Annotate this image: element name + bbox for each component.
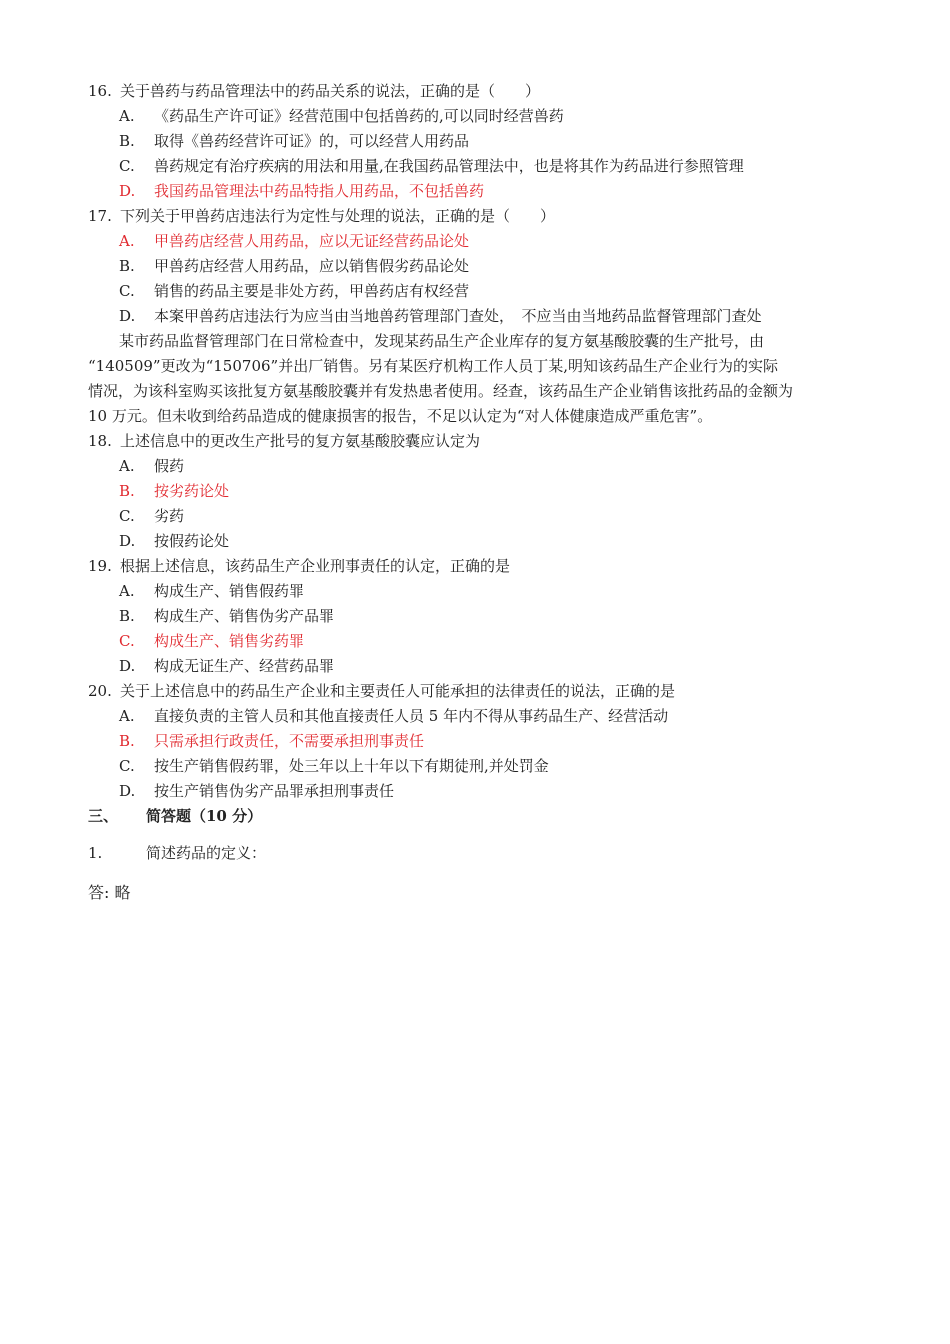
item-number: 1.	[88, 844, 103, 862]
option-text: 兽药规定有治疗疾病的用法和用量,在我国药品管理法中，也是将其作为药品进行参照管理	[154, 157, 744, 175]
option-text: 构成生产、销售假药罪	[154, 582, 305, 600]
option-16-d-correct	[119, 181, 484, 201]
question-stem: 根据上述信息，该药品生产企业刑事责任的认定，正确的是	[120, 557, 511, 575]
option-18-b-correct	[119, 481, 229, 501]
option-18-d	[119, 531, 229, 551]
question-18	[88, 431, 480, 451]
option-19-d	[119, 656, 334, 676]
option-letter: B.	[119, 257, 135, 275]
option-16-a	[119, 106, 564, 126]
option-text: 按生产销售假药罪，处三年以上十年以下有期徒刑,并处罚金	[154, 757, 549, 775]
option-letter: A.	[119, 707, 135, 725]
option-letter: B.	[119, 482, 135, 500]
answer-text: 答: 略	[88, 883, 131, 902]
question-stem: 下列关于甲兽药店违法行为定性与处理的说法，正确的是（ ）	[120, 207, 556, 225]
option-letter: B.	[119, 732, 135, 750]
option-letter: A.	[119, 232, 135, 250]
option-17-b	[119, 256, 469, 276]
question-number: 19.	[88, 557, 112, 575]
question-number: 18.	[88, 432, 112, 450]
option-letter: C.	[119, 757, 135, 775]
question-stem: 关于上述信息中的药品生产企业和主要责任人可能承担的法律责任的说法，正确的是	[120, 682, 676, 700]
item-text: 简述药品的定义：	[146, 844, 267, 862]
option-18-c	[119, 506, 184, 526]
option-17-c	[119, 281, 469, 301]
option-letter: D.	[119, 182, 136, 200]
option-text: 销售的药品主要是非处方药，甲兽药店有权经营	[154, 282, 470, 300]
question-19	[88, 556, 510, 576]
option-letter: C.	[119, 632, 135, 650]
option-letter: D.	[119, 782, 136, 800]
option-16-b	[119, 131, 469, 151]
option-text: 取得《兽药经营许可证》的，可以经营人用药品	[154, 132, 470, 150]
option-letter: C.	[119, 282, 135, 300]
option-text: 构成生产、销售伪劣产品罪	[154, 607, 335, 625]
question-number: 17.	[88, 207, 112, 225]
question-stem: 上述信息中的更改生产批号的复方氨基酸胶囊应认定为	[120, 432, 481, 450]
option-text: 直接负责的主管人员和其他直接责任人员 5 年内不得从事药品生产、经营活动	[154, 707, 669, 725]
option-20-b-correct	[119, 731, 424, 751]
question-stem: 关于兽药与药品管理法中的药品关系的说法，正确的是（ ）	[120, 82, 541, 100]
option-text: 按假药论处	[154, 532, 230, 550]
case-paragraph-line-4: 10 万元。但未收到给药品造成的健康损害的报告，不足以认定为“对人体健康造成严重危害”。	[88, 407, 713, 425]
option-text: 我国药品管理法中药品特指人用药品，不包括兽药	[154, 182, 485, 200]
option-text: 假药	[154, 457, 185, 475]
option-text: 构成无证生产、经营药品罪	[154, 657, 335, 675]
question-number: 16.	[88, 82, 112, 100]
option-text: 甲兽药店经营人用药品，应以无证经营药品论处	[154, 232, 470, 250]
section-number: 三、	[88, 807, 119, 825]
option-19-b	[119, 606, 334, 626]
option-letter: A.	[119, 457, 135, 475]
option-20-c	[119, 756, 549, 776]
option-letter: A.	[119, 582, 135, 600]
option-18-a	[119, 456, 184, 476]
question-number: 20.	[88, 682, 112, 700]
option-text: 只需承担行政责任，不需要承担刑事责任	[154, 732, 425, 750]
option-text: 《药品生产许可证》经营范围中包括兽药的,可以同时经营兽药	[154, 107, 564, 125]
case-paragraph-line-2: “140509”更改为“150706”并出厂销售。另有某医疗机构工作人员丁某,明知该药品生产企业行为的实际	[88, 357, 778, 375]
option-text: 甲兽药店经营人用药品，应以销售假劣药品论处	[154, 257, 470, 275]
option-letter: B.	[119, 132, 135, 150]
option-letter: D.	[119, 657, 136, 675]
question-20	[88, 681, 675, 701]
option-text: 构成生产、销售劣药罪	[154, 632, 305, 650]
option-17-d	[119, 306, 762, 326]
option-letter: C.	[119, 507, 135, 525]
option-text: 按生产销售伪劣产品罪承担刑事责任	[154, 782, 395, 800]
question-17	[88, 206, 555, 226]
case-paragraph-line-3: 情况，为该科室购买该批复方氨基酸胶囊并有发热患者使用。经查，该药品生产企业销售该批药品的金额为	[88, 382, 794, 400]
option-19-c-correct	[119, 631, 304, 651]
option-20-d	[119, 781, 394, 801]
question-16	[88, 81, 540, 101]
option-letter: A.	[119, 107, 135, 125]
section-heading	[88, 806, 262, 826]
option-16-c	[119, 156, 744, 176]
option-text: 劣药	[154, 507, 185, 525]
case-paragraph-line-1: 某市药品监督管理部门在日常检查中，发现某药品生产企业库存的复方氨基酸胶囊的生产批号，由	[119, 332, 765, 350]
section-title: 简答题（10 分）	[146, 807, 263, 825]
option-letter: D.	[119, 307, 136, 325]
option-letter: C.	[119, 157, 135, 175]
option-text: 按劣药论处	[154, 482, 230, 500]
option-letter: B.	[119, 607, 135, 625]
option-text: 本案甲兽药店违法行为应当由当地兽药管理部门查处， 不应当由当地药品监督管理部门查处	[154, 307, 762, 325]
option-17-a-correct	[119, 231, 469, 251]
option-letter: D.	[119, 532, 136, 550]
option-19-a	[119, 581, 304, 601]
short-answer-item	[88, 843, 266, 863]
option-20-a	[119, 706, 668, 726]
